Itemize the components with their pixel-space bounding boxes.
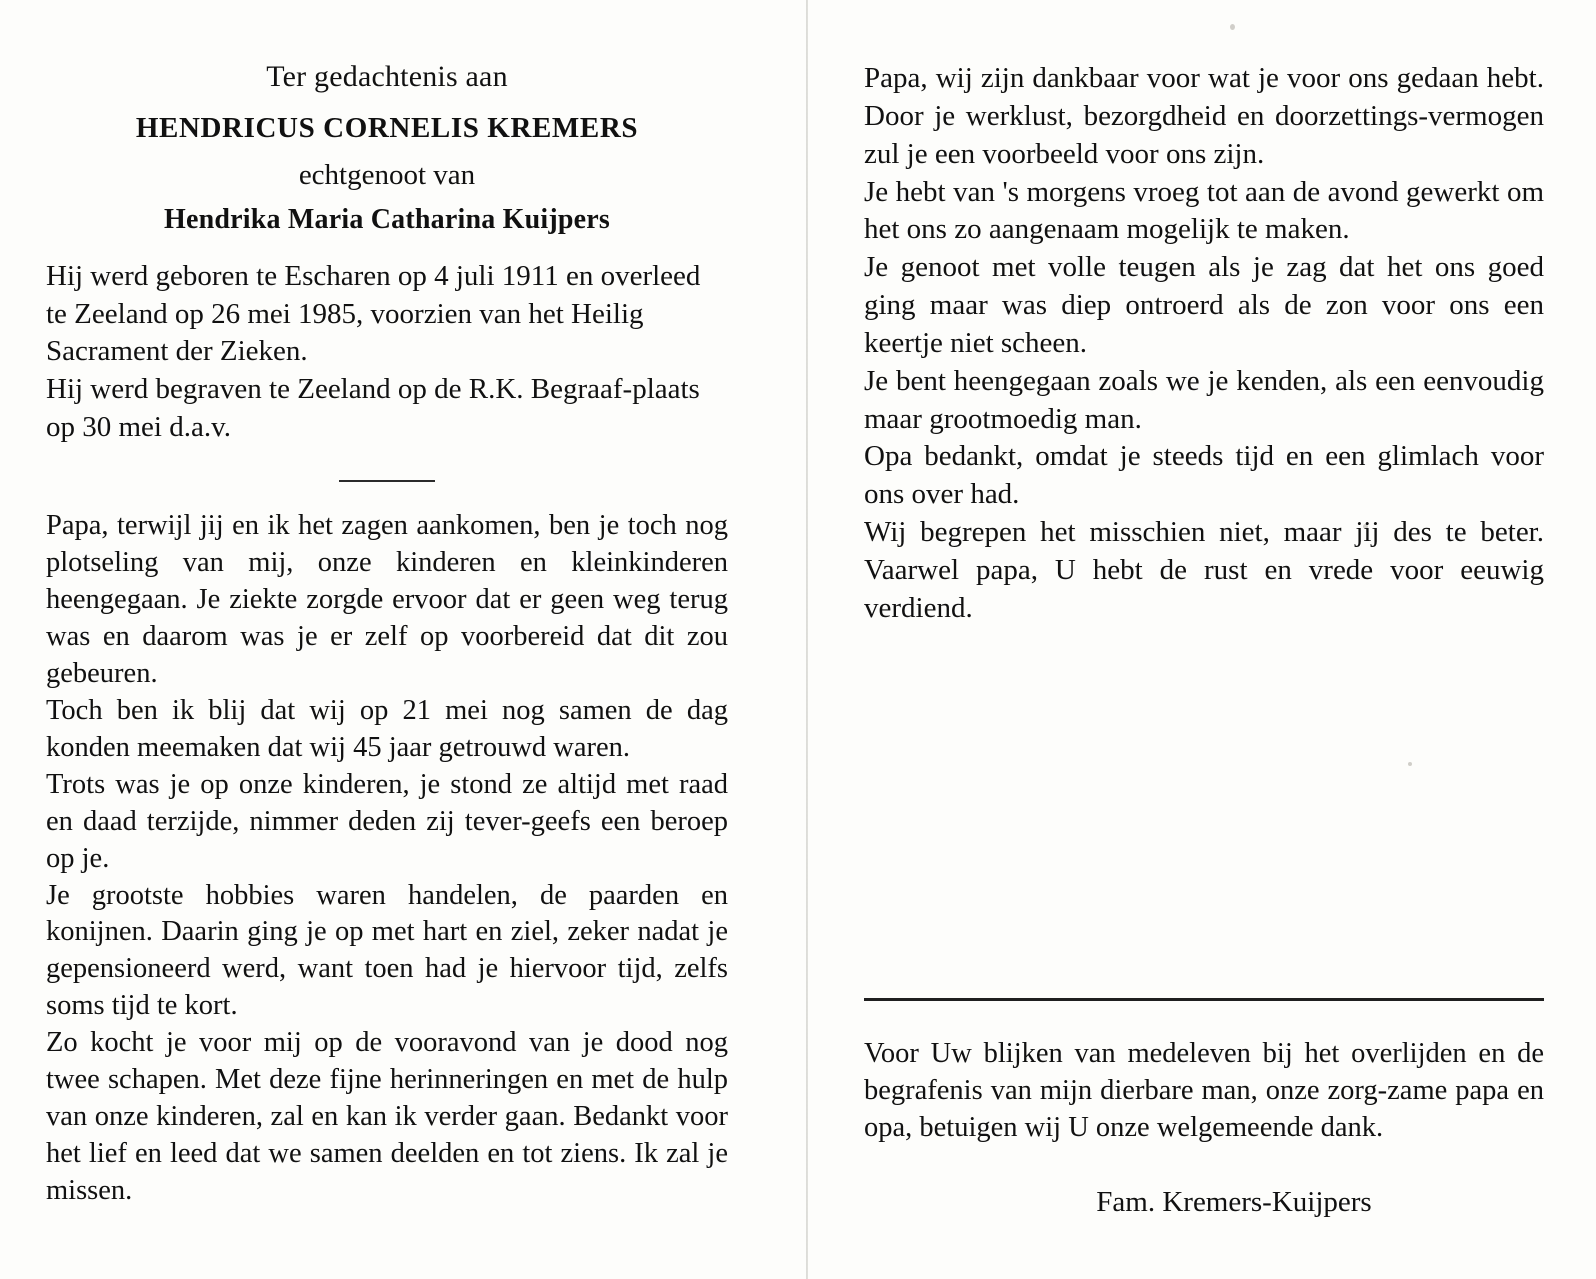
biography-paragraph: Hij werd geboren te Escharen op 4 juli 1911 en overleed te Zeeland op 26 mei 1985, voorzien van het Heilig Sacrament der Zieken. [46,260,701,368]
tribute-paragraph: Je grootste hobbies waren handelen, de paarden en konijnen. Daarin ging je op met hart en ziel, zeker nadat je gepensioneerd werd, want toen had je hiervoor tijd, zelfs soms tijd te kort. [46,879,728,1022]
intro-line: Ter gedachtenis aan [266,60,508,93]
spouse-label: echtgenoot van [298,159,476,191]
right-tribute-block [864,60,1544,628]
left-tribute-block [46,508,728,1209]
thanks-paragraph: Voor Uw blijken van medeleven bij het overlijden en de begrafenis van mijn dierbare man, onze zorg-zame papa en opa, betuigen wij U onze welgemeende dank. [864,1037,1544,1143]
family-signature: Fam. Kremers-Kuijpers [1096,1186,1372,1218]
tribute-paragraph: Je hebt van 's morgens vroeg tot aan de avond gewerkt om het ons zo aangenaam mogelijk te maken. [864,175,1544,246]
tribute-paragraph: Papa, terwijl jij en ik het zagen aankomen, ben je toch nog plotseling van mij, onze kinderen en kleinkinderen heengegaan. Je ziekte zorgde ervoor dat er geen weg terug was en daarom was je er zelf op voorbereid dat dit zou gebeuren. [46,510,728,690]
biography-block [46,258,728,446]
biography-paragraph: Hij werd begraven te Zeeland op de R.K. Begraaf-plaats op 30 mei d.a.v. [46,373,700,443]
section-divider [339,480,435,482]
deceased-name: HENDRICUS CORNELIS KREMERS [135,112,639,144]
tribute-paragraph: Wij begrepen het misschien niet, maar jij des te beter. Vaarwel papa, U hebt de rust en vrede voor eeuwig verdiend. [864,516,1544,624]
tribute-paragraph: Je bent heengegaan zoals we je kenden, als een eenvoudig maar grootmoedig man. [864,364,1544,435]
thanks-text-block [864,1035,1544,1146]
tribute-paragraph: Toch ben ik blij dat wij op 21 mei nog samen de dag konden meemaken dat wij 45 jaar getrouwd waren. [46,694,728,763]
right-panel [806,0,1596,1279]
section-divider [864,998,1544,1001]
memorial-header [46,60,728,236]
tribute-paragraph: Zo kocht je voor mij op de vooravond van je dood nog twee schapen. Met deze fijne herinneringen en met de hulp van onze kinderen, zal en kan ik verder gaan. Bedankt voor het lief en leed dat we samen deelden en tot ziens. Ik zal je missen. [46,1027,728,1206]
tribute-paragraph: Je genoot met volle teugen als je zag dat het ons goed ging maar was diep ontroerd als de zon voor ons een keertje niet scheen. [864,251,1544,359]
acknowledgement-block [864,964,1544,1219]
tribute-paragraph: Trots was je op onze kinderen, je stond ze altijd met raad en daad terzijde, nimmer deden zij tever-geefs een beroep op je. [46,768,728,874]
tribute-paragraph: Opa bedankt, omdat je steeds tijd en een glimlach voor ons over had. [864,440,1544,511]
spouse-name: Hendrika Maria Catharina Kuijpers [163,204,611,235]
tribute-paragraph: Papa, wij zijn dankbaar voor wat je voor ons gedaan hebt. Door je werklust, bezorgdheid en doorzettings-vermogen zul je een voorbeeld voor ons zijn. [864,62,1544,170]
